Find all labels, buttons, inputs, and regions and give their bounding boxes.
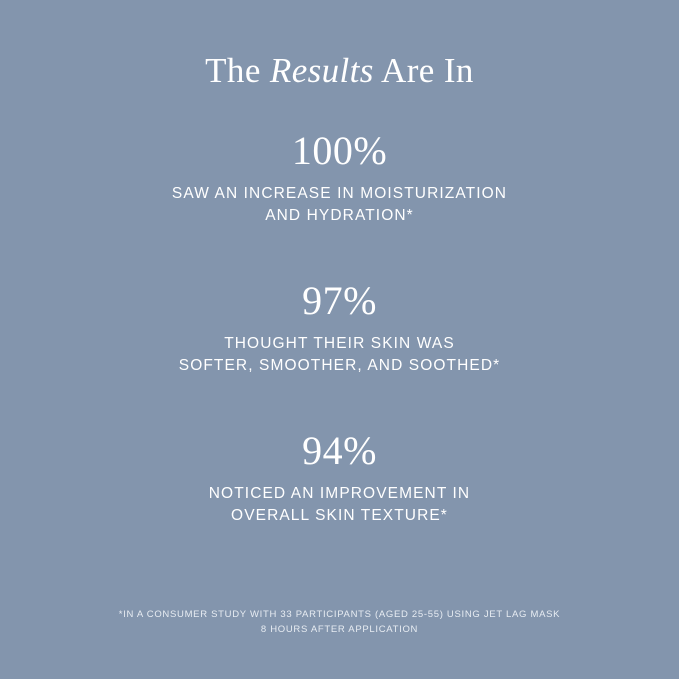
stat-number: 100% (291, 128, 388, 173)
stat-description-line-2: AND HYDRATION* (265, 207, 414, 225)
stat-description-line-2: SOFTER, SMOOTHER, AND SOOTHED* (178, 357, 501, 375)
stat-description-line-1: NOTICED AN IMPROVEMENT IN (208, 484, 471, 502)
headline-part-2: Are In (373, 51, 474, 90)
stat-number: 97% (302, 277, 377, 323)
footnote-line-2: 8 HOURS AFTER APPLICATION (260, 623, 419, 635)
stat-item (0, 128, 679, 228)
headline-emphasis: Results (269, 51, 374, 90)
stats-list (0, 128, 679, 528)
page-title (205, 50, 474, 92)
stat-number: 94% (302, 427, 377, 473)
stat-description (179, 333, 501, 378)
stat-description-line-2: OVERALL SKIN TEXTURE* (231, 507, 448, 525)
stat-description-line-1: THOUGHT THEIR SKIN WAS (224, 334, 455, 352)
footnote (0, 607, 679, 637)
headline-part-1: The (205, 51, 270, 90)
stat-description-line-1: SAW AN INCREASE IN MOISTURIZATION (171, 185, 508, 202)
stat-item (0, 428, 679, 528)
stat-description (209, 483, 470, 528)
stat-description (172, 183, 507, 228)
stat-item (0, 278, 679, 378)
footnote-line-1: *IN A CONSUMER STUDY WITH 33 PARTICIPANTS (AGED 25-55) USING JET LAG MASK (118, 608, 561, 620)
